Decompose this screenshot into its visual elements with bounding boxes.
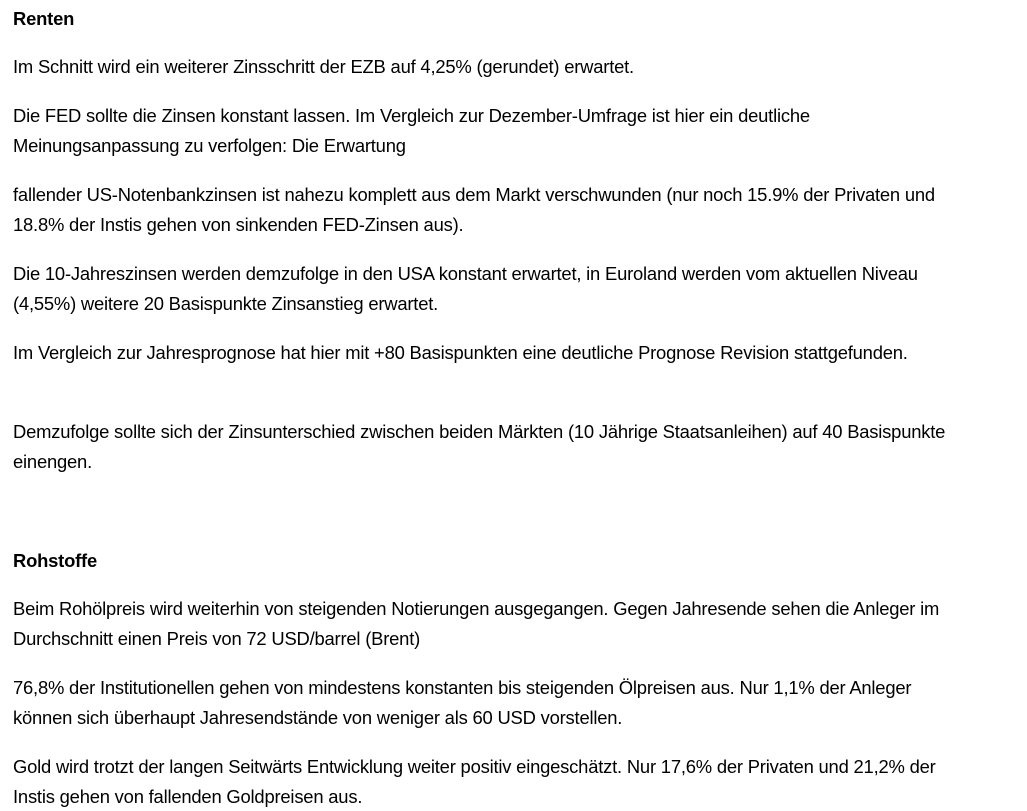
section-heading-text: Rohstoffe (13, 550, 98, 571)
text-line: einengen. (13, 451, 92, 472)
section-heading-rohstoffe (13, 546, 1019, 576)
text-line: Im Schnitt wird ein weiterer Zinsschritt der EZB auf 4,25% (gerundet) erwartet. (13, 56, 634, 77)
text-line: können sich überhaupt Jahresendstände von weniger als 60 USD vorstellen. (13, 707, 623, 728)
text-line: Demzufolge sollte sich der Zinsunterschied zwischen beiden Märkten (10 Jährige Staatsanleihen) auf 40 Basispunkte (13, 421, 946, 442)
paragraph-ezb-zinsschritt (13, 52, 1019, 82)
paragraph-us-notenbankzinsen (13, 180, 1019, 240)
paragraph-rohoelpreis (13, 594, 1019, 654)
paragraph-10-jahreszinsen (13, 259, 1019, 319)
text-line: Die FED sollte die Zinsen konstant lassen. Im Vergleich zur Dezember-Umfrage ist hier ein deutliche (13, 105, 810, 126)
text-line: Gold wird trotzt der langen Seitwärts Entwicklung weiter positiv eingeschätzt. Nur 17,6% der Privaten und 21,2% der (13, 756, 936, 777)
text-line: fallender US-Notenbankzinsen ist nahezu komplett aus dem Markt verschwunden (nur noch 15.9% der Privaten und (13, 184, 935, 205)
text-line: (4,55%) weitere 20 Basispunkte Zinsanstieg erwartet. (13, 293, 439, 314)
paragraph-jahresprognose-revision (13, 338, 1019, 368)
paragraph-oelpreise-institutionelle (13, 673, 1019, 733)
paragraph-zinsunterschied (13, 417, 1019, 477)
paragraph-gold (13, 752, 1019, 811)
text-line: Beim Rohölpreis wird weiterhin von steigenden Notierungen ausgegangen. Gegen Jahresende sehen die Anleger im (13, 598, 940, 619)
text-line: Durchschnitt einen Preis von 72 USD/barrel (Brent) (13, 628, 421, 649)
section-heading-renten (13, 4, 1019, 34)
text-line: 18.8% der Instis gehen von sinkenden FED-Zinsen aus). (13, 214, 464, 235)
text-line: Die 10-Jahreszinsen werden demzufolge in den USA konstant erwartet, in Euroland werden vom aktuellen Niveau (13, 263, 918, 284)
text-line: Im Vergleich zur Jahresprognose hat hier mit +80 Basispunkten eine deutliche Prognose Revision stattgefunden. (13, 342, 908, 363)
paragraph-fed-konstant (13, 101, 1019, 161)
text-line: Instis gehen von fallenden Goldpreisen aus. (13, 786, 363, 807)
section-heading-text: Renten (13, 8, 75, 29)
text-line: Meinungsanpassung zu verfolgen: Die Erwartung (13, 135, 406, 156)
text-line: 76,8% der Institutionellen gehen von mindestens konstanten bis steigenden Ölpreisen aus. Nur 1,1% der Anleger (13, 677, 912, 698)
